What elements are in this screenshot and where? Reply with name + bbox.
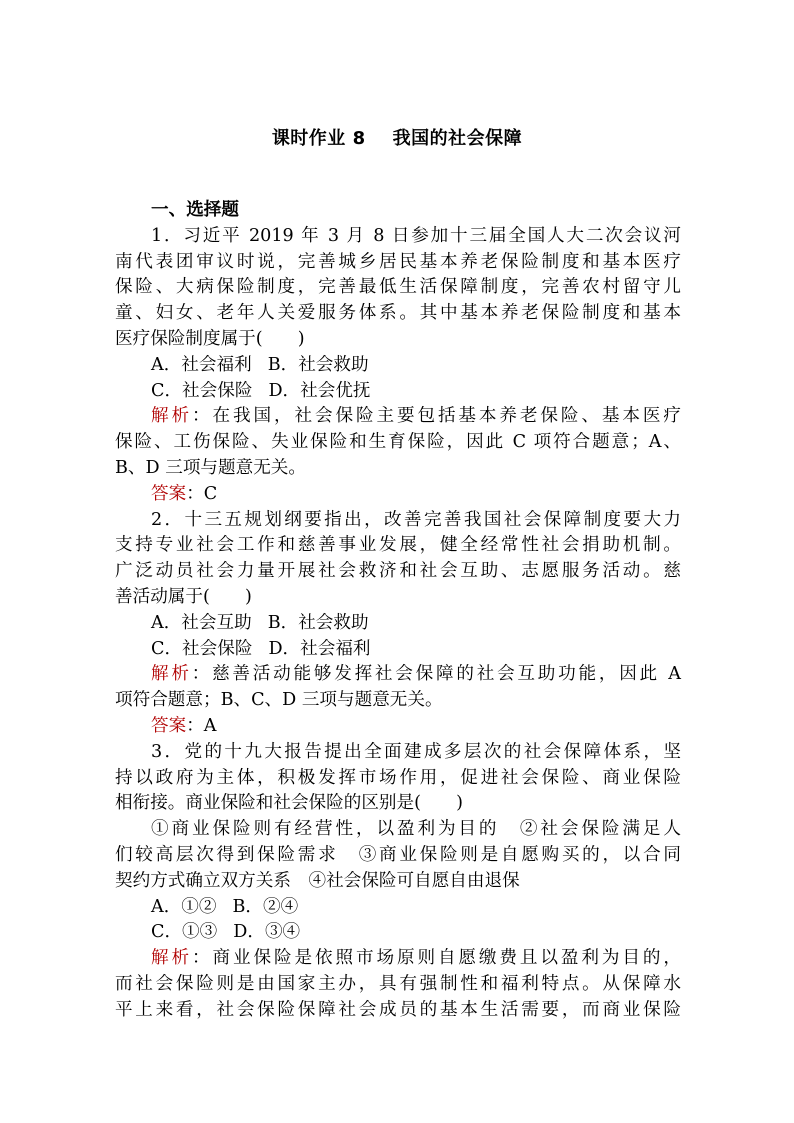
- analysis-text: ：商业保险是依照市场原则自愿缴费且以盈利为目的，: [192, 948, 681, 969]
- option-d: D．③④: [233, 922, 301, 943]
- question-3-stem-line-1: 3．党的十九大报告提出全面建成多层次的社会保障体系，坚: [151, 741, 681, 762]
- question-2-stem-line-3: 广泛动员社会力量开展社会救济和社会互助、志愿服务活动。慈: [115, 561, 681, 582]
- option-c: C．社会保险: [151, 380, 253, 401]
- option-a: A．社会互助: [151, 612, 252, 633]
- analysis-label: 解析: [151, 948, 192, 969]
- question-2-stem-line-1: 2．十三五规划纲要指出，改善完善我国社会保障制度要大力: [151, 509, 681, 530]
- option-d: D．社会优抚: [268, 380, 371, 401]
- question-1-analysis-line-3: B、D 三项与题意无关。: [115, 457, 306, 478]
- option-c: C．社会保险: [151, 638, 253, 659]
- question-1-options-row-2: [115, 379, 681, 405]
- question-1-stem-line-5: 医疗保险制度属于( ): [115, 328, 305, 349]
- question-3-analysis-line-2: 而社会保险则是由国家主办，具有强制性和福利特点。从保障水: [115, 973, 681, 994]
- question-1-stem-line-3: 保险、大病保险制度，完善最低生活保障制度，完善农村留守儿: [115, 277, 681, 298]
- analysis-text: ：在我国，社会保险主要包括基本养老保险、基本医疗: [192, 406, 681, 427]
- question-1-options-row-1: [115, 353, 681, 379]
- answer-value: ：C: [186, 483, 218, 504]
- question-3-stem-line-3: 相衔接。商业保险和社会保险的区别是( ): [115, 793, 464, 814]
- option-c: C．①③: [151, 922, 218, 943]
- question-2-answer: [115, 714, 681, 740]
- question-2-analysis-line-2: 项符合题意；B、C、D 三项与题意无关。: [115, 690, 443, 711]
- question-3-stem-line-2: 持以政府为主体，积极发挥市场作用，促进社会保险、商业保险: [115, 767, 681, 788]
- question-3-analysis-line-1: [115, 946, 681, 972]
- option-b: B．社会救助: [267, 354, 369, 375]
- question-1-analysis-line-2: 保险、工伤保险、失业保险和生育保险，因此 C 项符合题意；A、: [115, 432, 681, 453]
- question-body: [115, 198, 681, 1024]
- option-a: A．社会福利: [151, 354, 252, 375]
- question-1-stem-line-4: 童、妇女、老年人关爱服务体系。其中基本养老保险制度和基本: [115, 303, 681, 324]
- analysis-text: ：慈善活动能够发挥社会保障的社会互助功能，因此 A: [191, 664, 681, 685]
- question-2-options-row-1: [115, 611, 681, 637]
- answer-value: ：A: [186, 715, 217, 736]
- question-1-answer: [115, 482, 681, 508]
- question-3-statement-line-1: ①商业保险则有经营性，以盈利为目的 ②社会保险满足人: [151, 819, 681, 840]
- question-1-analysis-line-1: [115, 404, 681, 430]
- analysis-label: 解析: [151, 664, 192, 685]
- question-2-analysis-line-1: [115, 662, 681, 688]
- question-1-stem-line-2: 南代表团审议时说，完善城乡居民基本养老保险制度和基本医疗: [115, 251, 681, 272]
- question-3-options-row-2: [115, 920, 681, 946]
- answer-label: 答案: [151, 483, 187, 504]
- option-b: B．社会救助: [267, 612, 369, 633]
- analysis-label: 解析: [151, 406, 192, 427]
- option-a: A．①②: [151, 896, 217, 917]
- question-2-options-row-2: [115, 637, 681, 663]
- section-heading: 一、选择题: [151, 200, 239, 220]
- question-3-options-row-1: [115, 895, 681, 921]
- option-b: B．②④: [232, 896, 299, 917]
- page-title: 课时作业 8 我国的社会保障: [271, 128, 523, 149]
- question-2-stem-line-2: 支持专业社会工作和慈善事业发展，健全经常性社会捐助机制。: [115, 535, 681, 556]
- option-d: D．社会福利: [268, 638, 371, 659]
- question-3-statement-line-3: 契约方式确立双方关系 ④社会保险可自愿自由退保: [115, 870, 520, 891]
- answer-label: 答案: [151, 715, 187, 736]
- question-2-stem-line-4: 善活动属于( ): [115, 586, 252, 607]
- question-1-stem-line-1: 1．习近平 2019 年 3 月 8 日参加十三届全国人大二次会议河: [151, 225, 681, 246]
- question-3-analysis-line-3: 平上来看，社会保险保障社会成员的基本生活需要，而商业保险: [115, 999, 681, 1020]
- question-3-statement-line-2: 们较高层次得到保险需求 ③商业保险则是自愿购买的，以合同: [115, 844, 681, 865]
